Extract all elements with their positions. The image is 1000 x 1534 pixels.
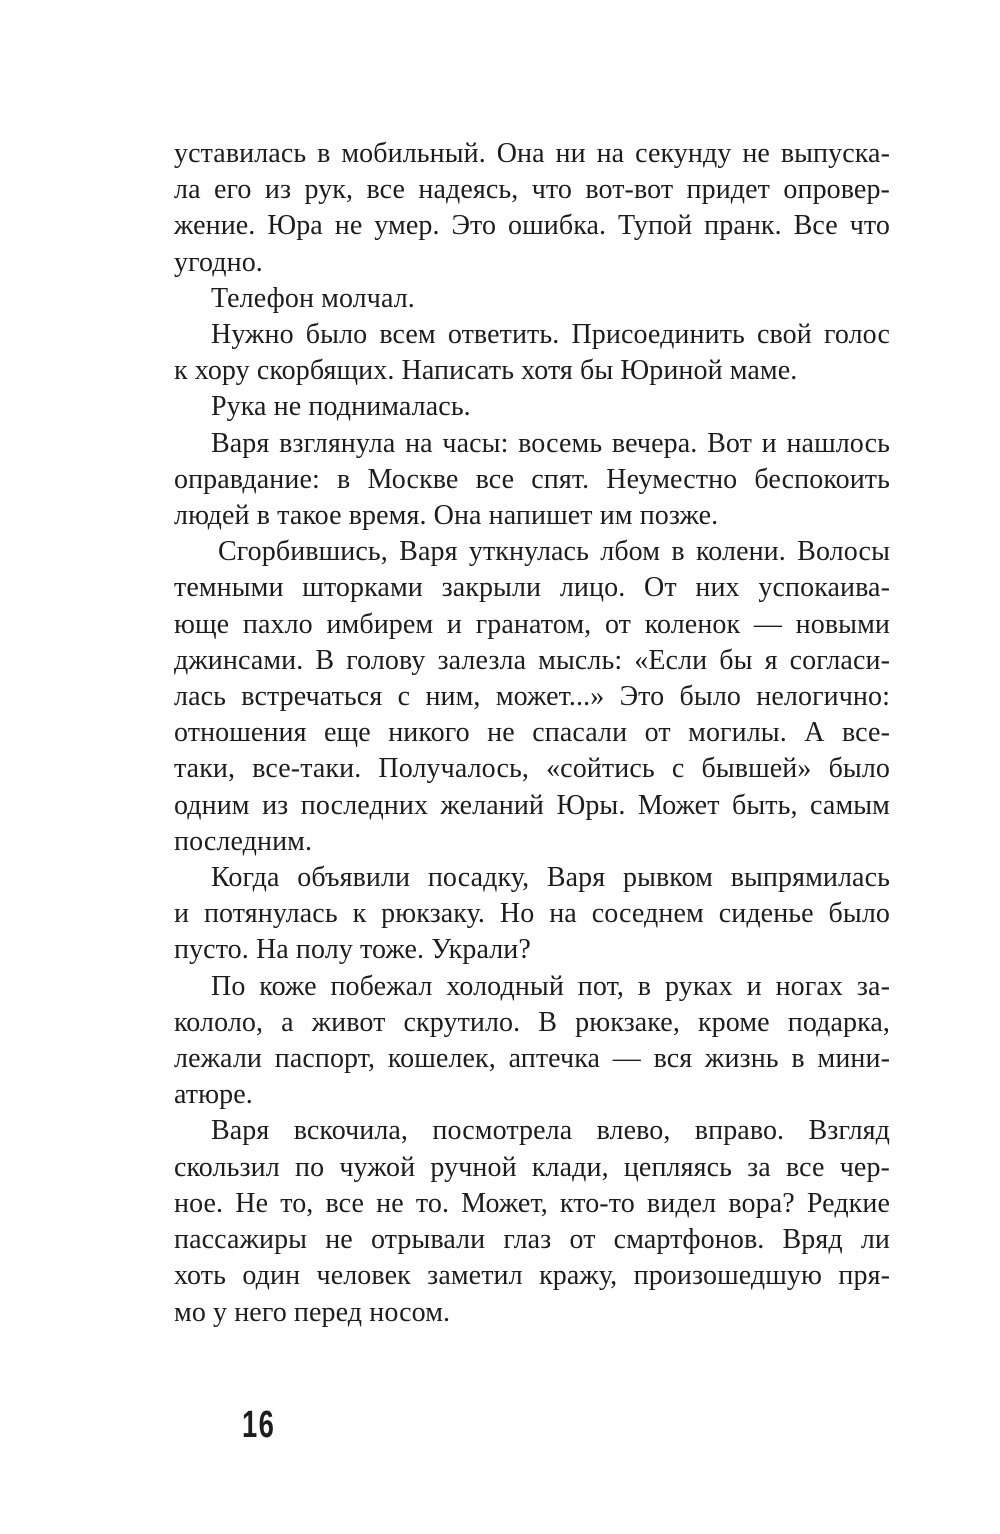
text-line: джинсами. В голову залезла мысль: «Если бы я согласи-	[174, 644, 890, 676]
text-line: уставилась в мобильный. Она ни на секунду не выпуска-	[174, 138, 890, 169]
text-line: одним из последних желаний Юры. Может быть, самым	[174, 789, 890, 821]
text-line: Когда объявили посадку, Варя рывком выпрямилась	[211, 862, 890, 894]
text-line: к хору скорбящих. Написать хотя бы Юриной маме.	[174, 355, 798, 387]
text-line: По коже побежал холодный пот, в руках и ногах за-	[211, 970, 890, 1002]
text-line: кололо, а живот скрутило. В рюкзаке, кроме подарка,	[174, 1006, 890, 1038]
text-line: атюре.	[174, 1079, 253, 1111]
text-line: и потянулась к рюкзаку. Но на соседнем сиденье было	[174, 898, 890, 930]
text-line: Телефон молчал.	[211, 282, 415, 314]
text-line: лежали паспорт, кошелек, аптечка — вся жизнь в мини-	[174, 1043, 890, 1075]
body-text	[174, 136, 890, 1331]
text-line: скользил по чужой ручной клади, цепляясь за все чер-	[174, 1151, 890, 1183]
text-line: Варя вскочила, посмотрела влево, вправо. Взгляд	[211, 1115, 890, 1147]
text-line: последним.	[174, 825, 313, 857]
text-line: людей в такое время. Она напишет им позже.	[174, 500, 719, 532]
text-line: мо у него перед носом.	[174, 1296, 451, 1328]
page-number: 16	[242, 1404, 276, 1446]
text-line: оправдание: в Москве все спят. Неуместно беспокоить	[174, 463, 890, 495]
text-line: таки, все-таки. Получалось, «сойтись с бывшей» было	[174, 753, 890, 785]
text-line: отношения еще никого не спасали от могилы. А все-	[174, 717, 890, 749]
text-line: жение. Юра не умер. Это ошибка. Тупой пранк. Все что	[174, 210, 890, 242]
text-line: Нужно было всем ответить. Присоединить свой голос	[211, 319, 890, 351]
text-line: юще пахло имбирем и гранатом, от коленок — новыми	[174, 608, 890, 640]
text-line: ное. Не то, все не то. Может, кто-то видел вора? Редкие	[174, 1187, 890, 1219]
text-line: ла его из рук, все надеясь, что вот-вот придет опровер-	[174, 174, 890, 206]
text-line: пассажиры не отрывали глаз от смартфонов. Вряд ли	[174, 1224, 890, 1256]
text-line: лась встречаться с ним, может...» Это было нелогично:	[174, 681, 890, 713]
text-line: Сгорбившись, Варя уткнулась лбом в колени. Волосы	[218, 536, 890, 568]
text-line: Варя взглянула на часы: восемь вечера. Вот и нашлось	[211, 427, 890, 459]
text-line: хоть один человек заметил кражу, произошедшую пря-	[174, 1260, 890, 1292]
text-line: пусто. На полу тоже. Украли?	[174, 934, 531, 966]
text-line: угодно.	[174, 246, 263, 278]
text-line: Рука не поднималась.	[211, 391, 471, 423]
text-line: темными шторками закрыли лицо. От них успокаива-	[174, 572, 890, 604]
